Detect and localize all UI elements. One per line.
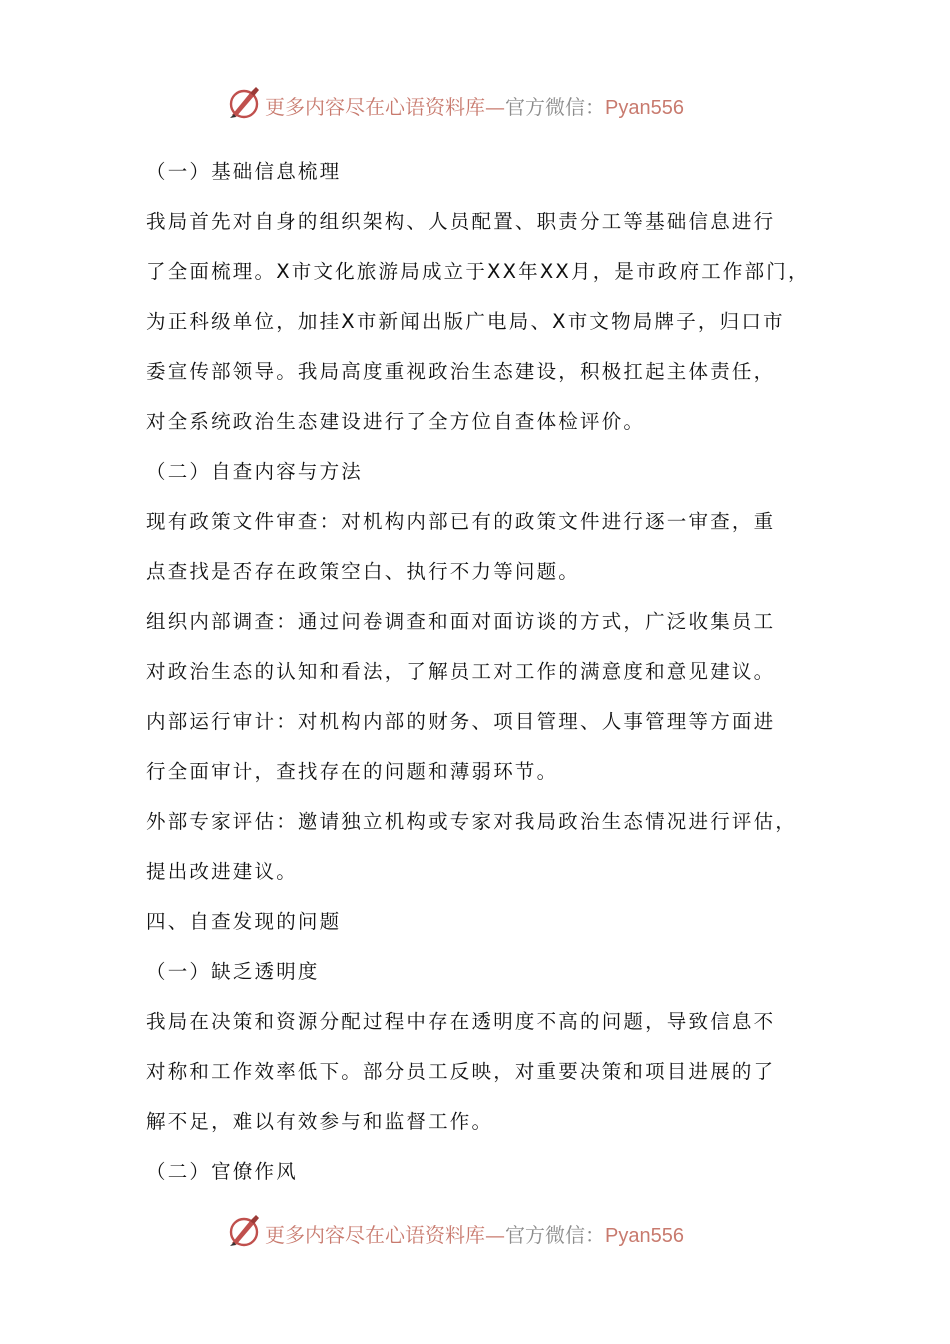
pen-logo-icon	[226, 1213, 262, 1249]
paragraph-line: 外部专家评估：邀请独立机构或专家对我局政治生态情况进行评估，	[146, 810, 798, 833]
header-wechat-id: Pyan556	[605, 97, 684, 119]
header-wechat-label: 官方微信：	[505, 95, 605, 119]
section-heading: （二）自查内容与方法	[146, 460, 364, 483]
paragraph-line: 我局首先对自身的组织架构、人员配置、职责分工等基础信息进行	[146, 210, 776, 233]
paragraph-line: 对全系统政治生态建设进行了全方位自查体检评价。	[146, 410, 646, 433]
paragraph-line: 了全面梳理。X市文化旅游局成立于XX年XX月，是市政府工作部门，	[146, 260, 810, 283]
document-body	[146, 148, 816, 1198]
footer-banner	[0, 1211, 950, 1251]
footer-dash: —	[485, 1223, 505, 1247]
header-text	[265, 91, 684, 120]
paragraph-line: 对政治生态的认知和看法，了解员工对工作的满意度和意见建议。	[146, 660, 776, 683]
paragraph-line: 我局在决策和资源分配过程中存在透明度不高的问题，导致信息不	[146, 1010, 776, 1033]
header-dash: —	[485, 95, 505, 119]
paragraph-line: 组织内部调查：通过问卷调查和面对面访谈的方式，广泛收集员工	[146, 610, 776, 633]
chapter-heading: 四、自查发现的问题	[146, 910, 342, 933]
section-heading: （一）基础信息梳理	[146, 160, 342, 183]
footer-text	[265, 1219, 684, 1248]
header-banner	[0, 83, 950, 123]
paragraph-line: 对称和工作效率低下。部分员工反映，对重要决策和项目进展的了	[146, 1060, 776, 1083]
section-heading: （一）缺乏透明度	[146, 960, 320, 983]
paragraph-line: 点查找是否存在政策空白、执行不力等问题。	[146, 560, 581, 583]
paragraph-line: 内部运行审计：对机构内部的财务、项目管理、人事管理等方面进	[146, 710, 776, 733]
footer-wechat-label: 官方微信：	[505, 1223, 605, 1247]
footer-wechat-id: Pyan556	[605, 1225, 684, 1247]
paragraph-line: 现有政策文件审查：对机构内部已有的政策文件进行逐一审查，重	[146, 510, 776, 533]
pen-logo-icon	[226, 85, 262, 121]
paragraph-line: 解不足，难以有效参与和监督工作。	[146, 1110, 494, 1133]
section-heading: （二）官僚作风	[146, 1160, 298, 1183]
header-main: 更多内容尽在心语资料库	[265, 95, 485, 119]
paragraph-line: 行全面审计，查找存在的问题和薄弱环节。	[146, 760, 559, 783]
paragraph-line: 委宣传部领导。我局高度重视政治生态建设，积极扛起主体责任，	[146, 360, 776, 383]
footer-main: 更多内容尽在心语资料库	[265, 1223, 485, 1247]
paragraph-line: 为正科级单位，加挂X市新闻出版广电局、X市文物局牌子，归口市	[146, 310, 785, 333]
paragraph-line: 提出改进建议。	[146, 860, 298, 883]
